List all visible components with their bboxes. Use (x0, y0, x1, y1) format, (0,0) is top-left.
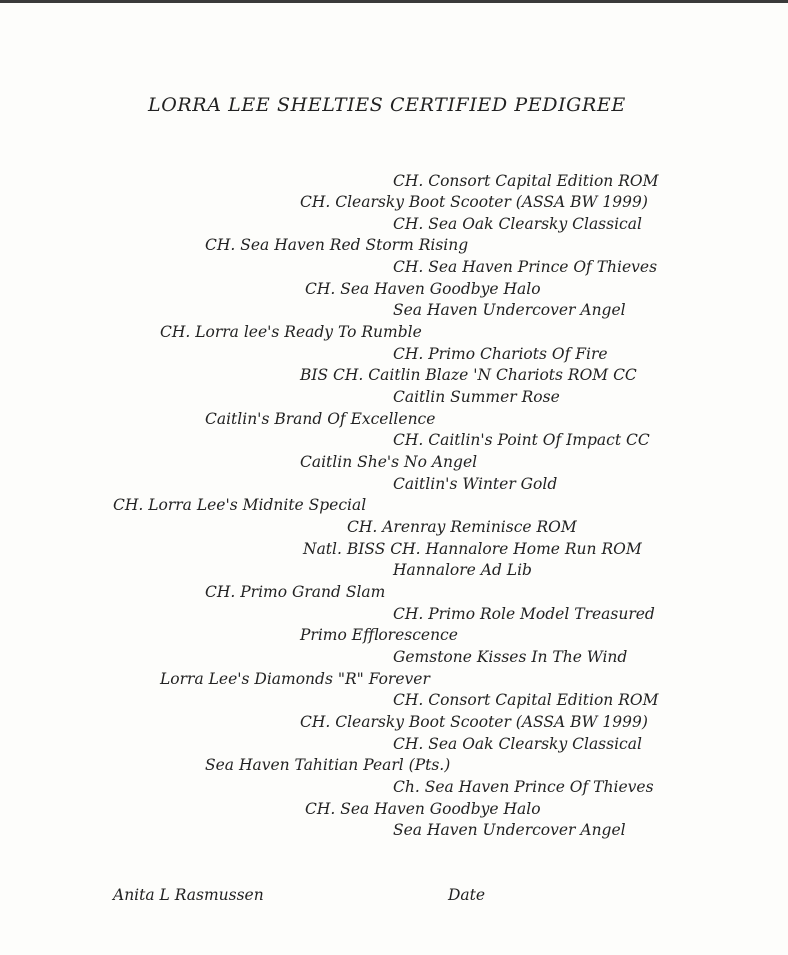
pedigree-entry: Sea Haven Tahitian Pearl (Pts.) (205, 756, 451, 774)
pedigree-entry: CH. Clearsky Boot Scooter (ASSA BW 1999) (300, 713, 648, 731)
pedigree-entry: BIS CH. Caitlin Blaze 'N Chariots ROM CC (300, 366, 637, 384)
document-title: LORRA LEE SHELTIES CERTIFIED PEDIGREE (148, 94, 626, 116)
pedigree-entry: Sea Haven Undercover Angel (393, 821, 626, 839)
pedigree-entry: Primo Efflorescence (300, 626, 458, 644)
pedigree-entry: CH. Sea Oak Clearsky Classical (393, 735, 642, 753)
top-border (0, 0, 788, 3)
pedigree-entry: Gemstone Kisses In The Wind (393, 648, 628, 666)
pedigree-entry: CH. Primo Chariots Of Fire (393, 345, 608, 363)
pedigree-entry: CH. Lorra lee's Ready To Rumble (160, 323, 422, 341)
pedigree-entry: Sea Haven Undercover Angel (393, 301, 626, 319)
pedigree-entry: CH. Primo Role Model Treasured (393, 605, 655, 623)
pedigree-entry: CH. Consort Capital Edition ROM (393, 172, 659, 190)
pedigree-entry: CH. Sea Haven Goodbye Halo (305, 800, 541, 818)
pedigree-entry: Caitlin Summer Rose (393, 388, 560, 406)
pedigree-entry: Ch. Sea Haven Prince Of Thieves (393, 778, 654, 796)
pedigree-entry: Lorra Lee's Diamonds "R" Forever (160, 670, 430, 688)
pedigree-entry: CH. Sea Haven Prince Of Thieves (393, 258, 658, 276)
pedigree-entry: CH. Consort Capital Edition ROM (393, 691, 659, 709)
pedigree-entry: CH. Lorra Lee's Midnite Special (113, 496, 367, 514)
pedigree-entry: Natl. BISS CH. Hannalore Home Run ROM (303, 540, 642, 558)
date-label: Date (448, 886, 486, 904)
pedigree-entry: CH. Caitlin's Point Of Impact CC (393, 431, 650, 449)
pedigree-entry: CH. Clearsky Boot Scooter (ASSA BW 1999) (300, 193, 648, 211)
pedigree-entry: Caitlin's Brand Of Excellence (205, 410, 436, 428)
signature-name: Anita L Rasmussen (113, 886, 264, 904)
pedigree-entry: CH. Sea Haven Goodbye Halo (305, 280, 541, 298)
pedigree-entry: Hannalore Ad Lib (393, 561, 532, 579)
pedigree-entry: CH. Arenray Reminisce ROM (347, 518, 577, 536)
pedigree-entry: Caitlin's Winter Gold (393, 475, 558, 493)
pedigree-entry: CH. Sea Oak Clearsky Classical (393, 215, 642, 233)
pedigree-entry: CH. Primo Grand Slam (205, 583, 386, 601)
pedigree-entry: CH. Sea Haven Red Storm Rising (205, 236, 469, 254)
pedigree-entry: Caitlin She's No Angel (300, 453, 478, 471)
